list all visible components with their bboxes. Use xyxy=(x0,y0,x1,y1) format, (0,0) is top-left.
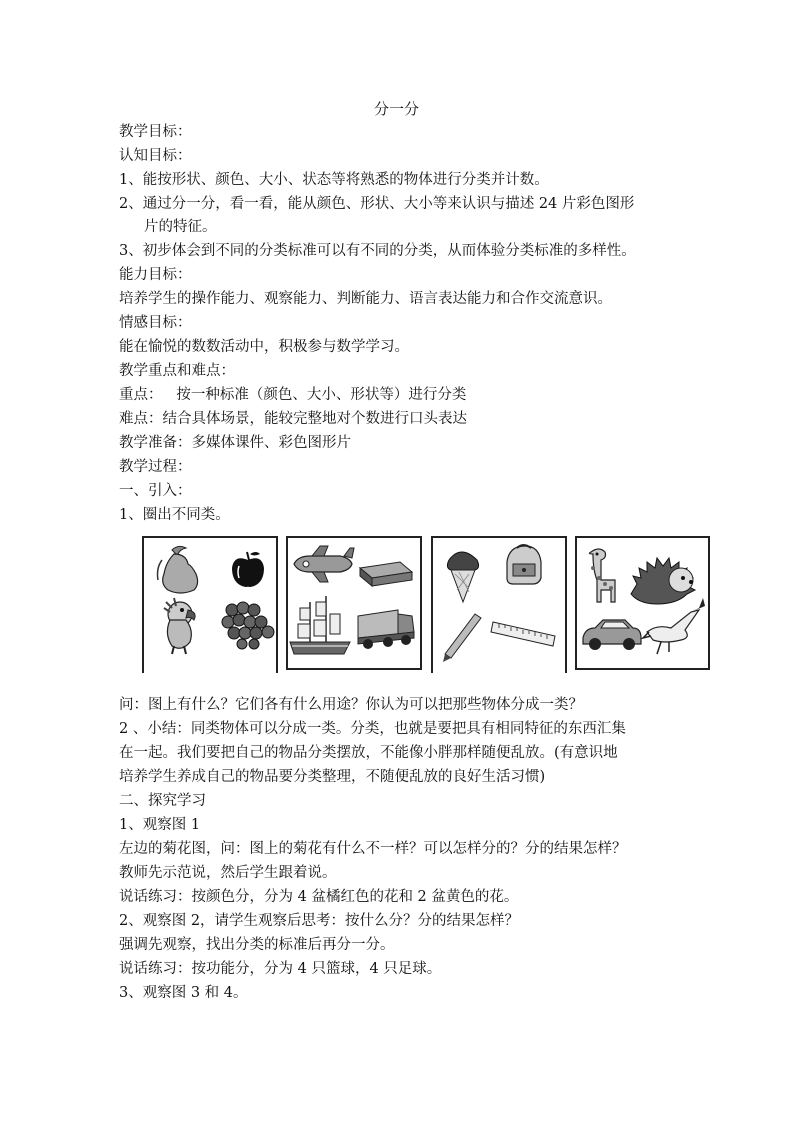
pear-icon xyxy=(158,546,198,593)
text-line: 问：图上有什么？它们各有什么用途？你认为可以把那些物体分成一类？ xyxy=(119,697,583,713)
text-line: 一、引入： xyxy=(119,483,192,499)
page-title: 分一分 xyxy=(373,100,419,118)
text-line: 教学准备：多媒体课件、彩色图形片 xyxy=(119,435,351,451)
ruler-icon xyxy=(491,622,555,646)
airplane-icon xyxy=(294,546,354,582)
truck-icon xyxy=(358,610,414,649)
crane-bird-icon xyxy=(643,598,705,654)
text-line: 2 、小结：同类物体可以分成一类。分类，也就是要把具有相同特征的东西汇集 xyxy=(119,721,626,737)
text-line: 说话练习：按颜色分，分为 4 盆橘红色的花和 2 盆黄色的花。 xyxy=(119,889,519,905)
giraffe-icon xyxy=(589,549,615,602)
ice-cream-icon xyxy=(447,552,478,602)
figure-panel-1 xyxy=(142,536,278,673)
text-line: 3、观察图 3 和 4。 xyxy=(119,985,248,1001)
text-line: 教学过程： xyxy=(119,459,192,475)
text-line: 情感目标： xyxy=(119,315,192,331)
text-line: 培养学生的操作能力、观察能力、判断能力、语言表达能力和合作交流意识。 xyxy=(119,291,612,307)
text-line: 难点：结合具体场景，能较完整地对个数进行口头表达 xyxy=(119,411,467,427)
book-icon xyxy=(360,562,412,586)
parrot-icon xyxy=(164,598,195,654)
ship-icon xyxy=(290,596,350,654)
pencil-icon xyxy=(443,614,481,662)
text-line: 教学重点和难点： xyxy=(119,363,235,379)
text-line: 培养学生养成自己的物品要分类整理，不随便乱放的良好生活习惯) xyxy=(119,769,546,785)
text-line: 在一起。我们要把自己的物品分类摆放，不能像小胖那样随便乱放。(有意识地 xyxy=(119,745,618,761)
text-line: 能在愉悦的数数活动中，积极参与数学学习。 xyxy=(119,339,409,355)
text-line: 认知目标： xyxy=(119,148,192,164)
text-line: 左边的菊花图，问：图上的菊花有什么不一样？可以怎样分的？分的结果怎样？ xyxy=(119,841,627,857)
car-icon xyxy=(583,620,641,650)
backpack-icon xyxy=(507,545,541,584)
text-line: 说话练习：按功能分，分为 4 只篮球，4 只足球。 xyxy=(119,961,442,977)
text-line: 强调先观察，找出分类的标准后再分一分。 xyxy=(119,937,395,953)
figure-row xyxy=(142,536,710,673)
figure-panel-3 xyxy=(431,536,567,673)
text-line: 2、通过分一分，看一看，能从颜色、形状、大小等来认识与描述 24 片彩色图形 xyxy=(119,196,635,212)
figure-panel-4 xyxy=(575,536,710,670)
apple-icon xyxy=(232,552,264,587)
text-line: 1、能按形状、颜色、大小、状态等将熟悉的物体进行分类并计数。 xyxy=(119,172,549,188)
hedgehog-icon xyxy=(631,558,695,604)
text-line: 1、圈出不同类。 xyxy=(119,507,230,523)
text-line: 1、观察图 1 xyxy=(119,817,201,833)
text-line: 2、观察图 2，请学生观察后思考：按什么分？分的结果怎样？ xyxy=(119,913,520,929)
grapes-icon xyxy=(222,602,274,649)
text-line: 二、探究学习 xyxy=(119,793,206,809)
text-line: 教师先示范说，然后学生跟着说。 xyxy=(119,865,337,881)
text-line: 重点： 按一种标准（颜色、大小、形状等）进行分类 xyxy=(119,387,467,403)
figure-panel-2 xyxy=(286,536,422,670)
text-line: 3、初步体会到不同的分类标准可以有不同的分类，从而体验分类标准的多样性。 xyxy=(119,243,636,259)
text-line: 教学目标： xyxy=(119,124,192,140)
text-line: 片的特征。 xyxy=(144,219,217,235)
text-line: 能力目标： xyxy=(119,267,192,283)
